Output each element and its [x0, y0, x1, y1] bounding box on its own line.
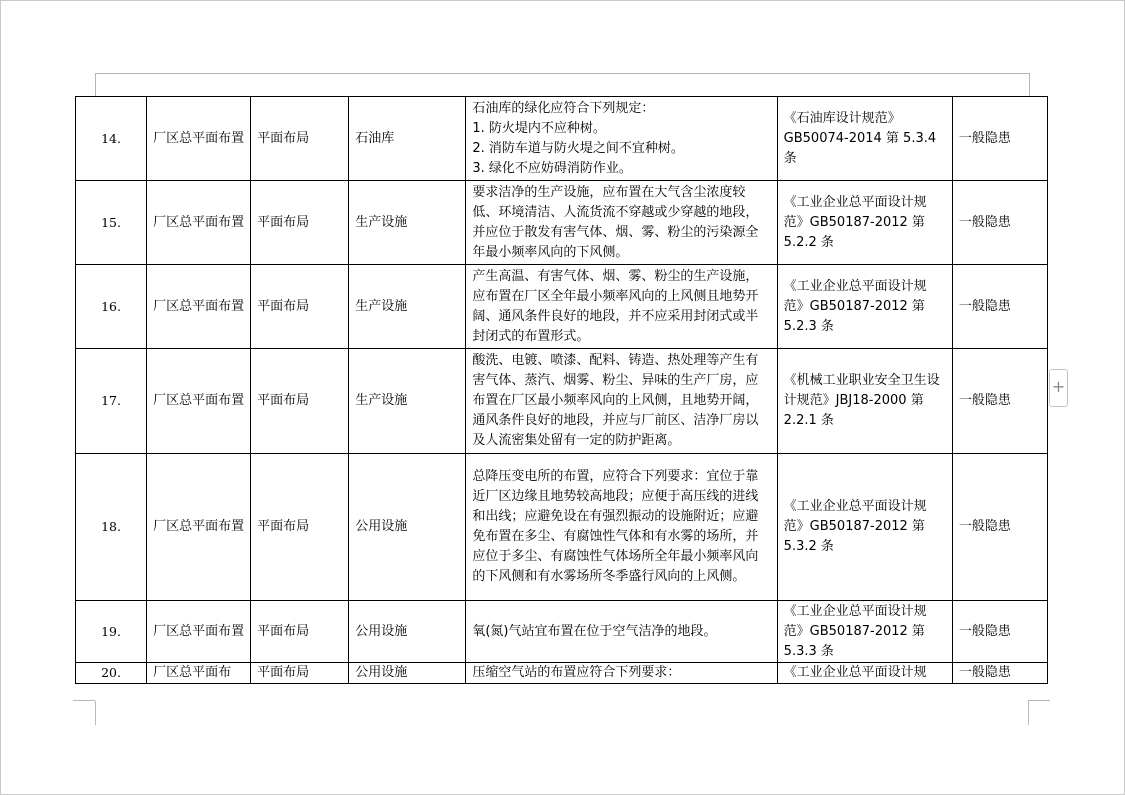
table-row: [76, 349, 1048, 454]
page-header-margin: [95, 73, 1030, 96]
object-cell: 石油库: [349, 97, 466, 181]
requirement-cell: [466, 663, 777, 684]
table-row: [76, 663, 1048, 684]
row-number: 16.: [76, 265, 147, 349]
requirement-line: 总降压变电所的布置，应符合下列要求：宜位于靠近厂区边缘且地势较高地段；应便于高压线的进线和出线；应避免设在有强烈振动的设施附近；应避免布置在多尘、有腐蚀性气体和有水雾的场所，并应位于多尘、有腐蚀性气体场所全年最小频率风向的下风侧和有水雾场所冬季盛行风向的上风侧。: [472, 469, 759, 584]
category-cell: 平面布局: [251, 97, 349, 181]
row-number: 20.: [76, 663, 147, 684]
area-cell: 厂区总平面布置: [147, 265, 251, 349]
requirement-line: 2. 消防车道与防火堤之间不宜种树。: [472, 140, 684, 156]
basis-cell: 《机械工业职业安全卫生设计规范》JBJ18-2000 第 2.2.1 条: [777, 349, 952, 454]
area-cell: 厂区总平面布置: [147, 349, 251, 454]
requirement-line: 氧(氮)气站宜布置在位于空气洁净的地段。: [472, 623, 717, 639]
crop-mark-bottom-left-h: [73, 700, 95, 701]
basis-cell: 《工业企业总平面设计规范》GB50187-2012 第 5.3.2 条: [777, 454, 952, 601]
object-cell: 生产设施: [349, 349, 466, 454]
crop-mark-bottom-right: [1028, 701, 1051, 725]
requirement-cell: [466, 349, 777, 454]
category-cell: 平面布局: [251, 601, 349, 663]
area-cell: 厂区总平面布置: [147, 97, 251, 181]
crop-mark-bottom-right-h: [1028, 700, 1050, 701]
row-number: 19.: [76, 601, 147, 663]
basis-cell: 《工业企业总平面设计规范》GB50187-2012 第 5.3.3 条: [777, 601, 952, 663]
requirement-line: 3. 绿化不应妨碍消防作业。: [472, 160, 632, 176]
requirement-line: 要求洁净的生产设施，应布置在大气含尘浓度较低、环境清洁、人流货流不穿越或少穿越的地段，并应位于散发有害气体、烟、雾、粉尘的污染源全年最小频率风向的下风侧。: [472, 184, 759, 260]
requirement-line: 1. 防火堤内不应种树。: [472, 120, 606, 136]
object-cell: 生产设施: [349, 265, 466, 349]
basis-cell: 《工业企业总平面设计规范》GB50187-2012 第 5.2.3 条: [777, 265, 952, 349]
table-row: [76, 454, 1048, 601]
requirement-cell: [466, 601, 777, 663]
row-number: 17.: [76, 349, 147, 454]
table-row: [76, 181, 1048, 265]
category-cell: 平面布局: [251, 181, 349, 265]
area-cell: 厂区总平面布置: [147, 181, 251, 265]
requirement-line: 酸洗、电镀、喷漆、配料、铸造、热处理等产生有害气体、蒸汽、烟雾、粉尘、异味的生产厂房，应布置在厂区最小频率风向的上风侧，且地势开阔，通风条件良好的地段，并应与厂前区、洁净厂房以及人流密集处留有一定的防护距离。: [472, 353, 759, 448]
basis-cell: 《工业企业总平面设计规: [777, 663, 952, 684]
category-cell: 平面布局: [251, 663, 349, 684]
level-cell: 一般隐患: [952, 663, 1047, 684]
hazard-checklist-table: [75, 96, 1048, 684]
category-cell: 平面布局: [251, 349, 349, 454]
requirement-cell: [466, 265, 777, 349]
level-cell: 一般隐患: [952, 454, 1047, 601]
row-number: 14.: [76, 97, 147, 181]
requirement-cell: [466, 454, 777, 601]
level-cell: 一般隐患: [952, 265, 1047, 349]
area-cell: 厂区总平面布: [147, 663, 251, 684]
crop-mark-bottom-left: [73, 701, 96, 725]
basis-cell: 《石油库设计规范》GB50074-2014 第 5.3.4 条: [777, 97, 952, 181]
row-number: 18.: [76, 454, 147, 601]
category-cell: 平面布局: [251, 454, 349, 601]
level-cell: 一般隐患: [952, 181, 1047, 265]
area-cell: 厂区总平面布置: [147, 454, 251, 601]
level-cell: 一般隐患: [952, 349, 1047, 454]
object-cell: 生产设施: [349, 181, 466, 265]
requirement-cell: [466, 97, 777, 181]
level-cell: 一般隐患: [952, 97, 1047, 181]
object-cell: 公用设施: [349, 454, 466, 601]
table-row: [76, 601, 1048, 663]
row-number: 15.: [76, 181, 147, 265]
level-cell: 一般隐患: [952, 601, 1047, 663]
table-row: [76, 97, 1048, 181]
table-row: [76, 265, 1048, 349]
requirement-line: 产生高温、有害气体、烟、雾、粉尘的生产设施，应布置在厂区全年最小频率风向的上风侧且地势开阔、通风条件良好的地段，并不应采用封闭式或半封闭式的布置形式。: [472, 268, 759, 344]
add-row-button[interactable]: +: [1049, 369, 1068, 407]
requirement-line: 压缩空气站的布置应符合下列要求：: [472, 665, 681, 680]
object-cell: 公用设施: [349, 663, 466, 684]
requirement-line: 石油库的绿化应符合下列规定：: [472, 100, 655, 116]
category-cell: 平面布局: [251, 265, 349, 349]
basis-cell: 《工业企业总平面设计规范》GB50187-2012 第 5.2.2 条: [777, 181, 952, 265]
area-cell: 厂区总平面布置: [147, 601, 251, 663]
object-cell: 公用设施: [349, 601, 466, 663]
requirement-cell: [466, 181, 777, 265]
